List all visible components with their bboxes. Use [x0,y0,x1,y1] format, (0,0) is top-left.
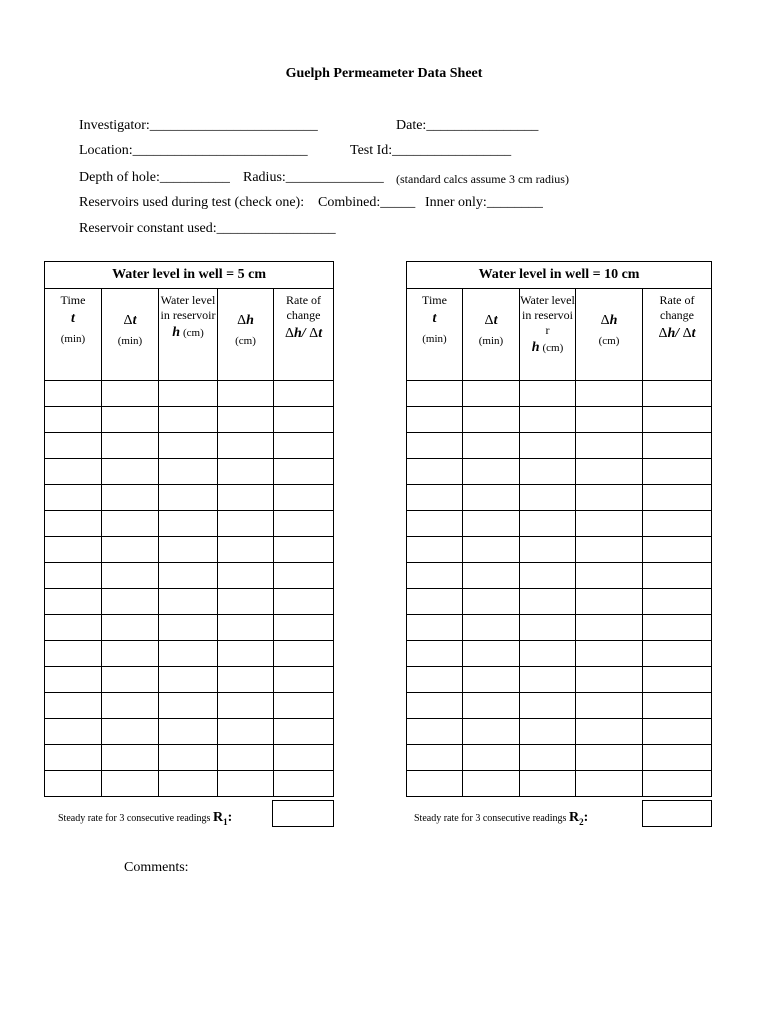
table-cell[interactable] [407,693,463,719]
table-cell[interactable] [218,563,274,589]
table-cell[interactable] [218,667,274,693]
test-id-field[interactable]: Test Id:_________________ [350,143,512,158]
table-cell[interactable] [102,459,159,485]
data-table-5cm [44,261,334,797]
table-cell[interactable] [218,459,274,485]
table-cell[interactable] [45,563,102,589]
table-cell[interactable] [159,719,218,745]
table-cell[interactable] [218,615,274,641]
table-cell[interactable] [643,407,712,433]
table-cell[interactable] [45,407,102,433]
table-cell[interactable] [576,719,643,745]
table-cell[interactable] [45,433,102,459]
table-cell[interactable] [576,459,643,485]
table-cell[interactable] [576,407,643,433]
table-row [45,719,334,745]
table-row [407,563,712,589]
header-delta-t: Δt (min) [102,289,159,381]
steady-rate-input-1[interactable] [272,800,334,827]
table-row [407,381,712,407]
table-cell[interactable] [218,485,274,511]
table-cell[interactable] [407,485,463,511]
table-cell[interactable] [102,641,159,667]
table-cell[interactable] [159,511,218,537]
table-cell[interactable] [520,719,576,745]
table-row [45,511,334,537]
table-row [45,589,334,615]
table-cell[interactable] [274,407,334,433]
table-cell[interactable] [274,459,334,485]
table-cell[interactable] [159,459,218,485]
comments-label: Comments: [124,860,189,875]
depth-field[interactable]: Depth of hole:__________ [79,170,230,185]
table-row [407,485,712,511]
table-cell[interactable] [45,771,102,797]
table-cell[interactable] [643,667,712,693]
table-cell[interactable] [218,589,274,615]
table-cell[interactable] [407,459,463,485]
header-water-level: Water level in reservoir h (cm) [159,289,218,381]
header-rate: Rate of change Δh/ Δt [274,289,334,381]
table-cell[interactable] [520,771,576,797]
page-title: Guelph Permeameter Data Sheet [285,66,483,81]
table-cell[interactable] [576,771,643,797]
table-cell[interactable] [274,745,334,771]
table-cell[interactable] [643,589,712,615]
table-cell[interactable] [463,771,520,797]
table-cell[interactable] [45,641,102,667]
table-cell[interactable] [643,641,712,667]
table-cell[interactable] [643,771,712,797]
table-cell[interactable] [159,407,218,433]
table-caption: Water level in well = 10 cm [407,262,712,289]
table-row [45,485,334,511]
table-cell[interactable] [159,485,218,511]
table-cell[interactable] [274,719,334,745]
table-row [407,511,712,537]
table-cell[interactable] [407,511,463,537]
table-cell[interactable] [576,615,643,641]
table-row [407,407,712,433]
table-cell[interactable] [643,693,712,719]
data-table-10cm [406,261,712,797]
table-row [45,407,334,433]
table-cell[interactable] [520,407,576,433]
location-field[interactable]: Location:_________________________ [79,143,308,158]
table-cell[interactable] [407,407,463,433]
table-cell[interactable] [407,719,463,745]
table-cell[interactable] [407,771,463,797]
table-cell[interactable] [45,693,102,719]
header-delta-t: Δt (min) [463,289,520,381]
table-cell[interactable] [407,667,463,693]
table-cell[interactable] [218,537,274,563]
table-cell[interactable] [520,433,576,459]
table-cell[interactable] [643,745,712,771]
table-cell[interactable] [274,433,334,459]
table-cell[interactable] [520,381,576,407]
header-rate: Rate of change Δh/ Δt [643,289,712,381]
table-cell[interactable] [159,589,218,615]
table-cell[interactable] [407,537,463,563]
table-cell[interactable] [45,381,102,407]
table-caption: Water level in well = 5 cm [45,262,334,289]
table-row [407,459,712,485]
table-cell[interactable] [218,407,274,433]
table-cell[interactable] [407,563,463,589]
table-cell[interactable] [274,485,334,511]
table-cell[interactable] [407,641,463,667]
table-cell[interactable] [159,433,218,459]
table-cell[interactable] [576,511,643,537]
table-cell[interactable] [520,511,576,537]
table-cell[interactable] [159,615,218,641]
header-water-level: Water level in reservoi r h (cm) [520,289,576,381]
table-cell[interactable] [102,563,159,589]
table-cell[interactable] [274,381,334,407]
table-row [45,667,334,693]
table-row [45,745,334,771]
table-cell[interactable] [643,433,712,459]
table-cell[interactable] [576,537,643,563]
table-cell[interactable] [102,589,159,615]
table-cell[interactable] [463,693,520,719]
table-cell[interactable] [274,641,334,667]
table-cell[interactable] [643,537,712,563]
table-row [407,589,712,615]
table-cell[interactable] [102,433,159,459]
table-cell[interactable] [159,641,218,667]
table-cell[interactable] [463,407,520,433]
table-cell[interactable] [218,381,274,407]
table-row [407,537,712,563]
table-cell[interactable] [102,407,159,433]
table-cell[interactable] [274,615,334,641]
table-cell[interactable] [463,615,520,641]
steady-rate-label-1: Steady rate for 3 consecutive readings $R_1$: [58,810,233,827]
table-cell[interactable] [643,459,712,485]
table-cell[interactable] [102,719,159,745]
table-row [407,615,712,641]
table-cell[interactable] [576,381,643,407]
table-cell[interactable] [520,745,576,771]
table-cell[interactable] [407,433,463,459]
table-cell[interactable] [520,667,576,693]
table-cell[interactable] [576,641,643,667]
table-cell[interactable] [102,771,159,797]
table-cell[interactable] [274,667,334,693]
table-cell[interactable] [463,641,520,667]
steady-rate-label-2: Steady rate for 3 consecutive readings $R_2$: [414,810,589,827]
reservoir-constant-field[interactable]: Reservoir constant used:_________________ [79,221,336,236]
table-cell[interactable] [643,381,712,407]
header-delta-h: Δh (cm) [576,289,643,381]
table-cell[interactable] [643,615,712,641]
table-row [407,719,712,745]
table-cell[interactable] [45,537,102,563]
table-cell[interactable] [643,719,712,745]
table-cell[interactable] [407,381,463,407]
table-cell[interactable] [45,485,102,511]
table-row [45,381,334,407]
table-cell[interactable] [274,693,334,719]
table-cell[interactable] [463,511,520,537]
table-cell[interactable] [643,563,712,589]
table-cell[interactable] [520,563,576,589]
table-cell[interactable] [274,563,334,589]
table-cell[interactable] [45,511,102,537]
table-cell[interactable] [576,563,643,589]
header-time: Time t (min) [407,289,463,381]
table-row [407,745,712,771]
table-row [45,771,334,797]
table-cell[interactable] [576,667,643,693]
radius-note: (standard calcs assume 3 cm radius) [396,172,569,186]
date-field[interactable]: Date:________________ [396,118,539,133]
header-delta-h: Δh (cm) [218,289,274,381]
table-cell[interactable] [520,459,576,485]
steady-rate-input-2[interactable] [642,800,712,827]
header-time: Time t (min) [45,289,102,381]
table-cell[interactable] [576,485,643,511]
table-cell[interactable] [463,745,520,771]
table-cell[interactable] [274,537,334,563]
table-cell[interactable] [45,615,102,641]
table-row [45,615,334,641]
table-cell[interactable] [463,381,520,407]
table-cell[interactable] [102,615,159,641]
table-cell[interactable] [45,745,102,771]
table-cell[interactable] [576,745,643,771]
table-cell[interactable] [159,563,218,589]
table-cell[interactable] [643,485,712,511]
table-cell[interactable] [520,693,576,719]
table-cell[interactable] [520,589,576,615]
table-cell[interactable] [218,433,274,459]
reservoirs-label: Reservoirs used during test (check one): [79,195,305,210]
combined-field[interactable]: Combined:_____ [318,195,416,210]
table-row [407,693,712,719]
table-row [45,641,334,667]
table-cell[interactable] [102,693,159,719]
table-cell[interactable] [45,589,102,615]
table-cell[interactable] [218,771,274,797]
investigator-field[interactable]: Investigator:________________________ [79,118,318,133]
table-cell[interactable] [463,537,520,563]
table-cell[interactable] [218,719,274,745]
table-cell[interactable] [463,459,520,485]
table-cell[interactable] [45,719,102,745]
table-row [45,693,334,719]
table-cell[interactable] [463,563,520,589]
table-cell[interactable] [274,771,334,797]
table-cell[interactable] [159,693,218,719]
table-cell[interactable] [45,459,102,485]
table-cell[interactable] [520,641,576,667]
inner-only-field[interactable]: Inner only:________ [425,195,543,210]
table-cell[interactable] [463,719,520,745]
table-cell[interactable] [159,771,218,797]
table-cell[interactable] [643,511,712,537]
table-cell[interactable] [576,433,643,459]
table-cell[interactable] [218,693,274,719]
table-row [45,433,334,459]
table-cell[interactable] [407,615,463,641]
table-row [407,433,712,459]
table-cell[interactable] [102,537,159,563]
table-cell[interactable] [102,745,159,771]
table-cell[interactable] [159,537,218,563]
table-cell[interactable] [218,641,274,667]
table-cell[interactable] [159,381,218,407]
table-cell[interactable] [159,667,218,693]
table-cell[interactable] [520,537,576,563]
table-cell[interactable] [159,745,218,771]
table-cell[interactable] [576,589,643,615]
table-cell[interactable] [274,511,334,537]
table-cell[interactable] [407,745,463,771]
table-cell[interactable] [102,485,159,511]
table-cell[interactable] [463,485,520,511]
table-cell[interactable] [520,485,576,511]
table-cell[interactable] [463,667,520,693]
table-row [45,563,334,589]
table-cell[interactable] [463,433,520,459]
table-cell[interactable] [102,667,159,693]
table-row [45,537,334,563]
table-cell[interactable] [218,511,274,537]
radius-field[interactable]: Radius:______________ [243,170,384,185]
table-cell[interactable] [102,511,159,537]
table-cell[interactable] [218,745,274,771]
table-cell[interactable] [274,589,334,615]
table-row [407,667,712,693]
table-row [45,459,334,485]
table-row [407,771,712,797]
table-row [407,641,712,667]
table-cell[interactable] [576,693,643,719]
table-cell[interactable] [102,381,159,407]
table-cell[interactable] [45,667,102,693]
table-cell[interactable] [520,615,576,641]
table-cell[interactable] [407,589,463,615]
table-cell[interactable] [463,589,520,615]
